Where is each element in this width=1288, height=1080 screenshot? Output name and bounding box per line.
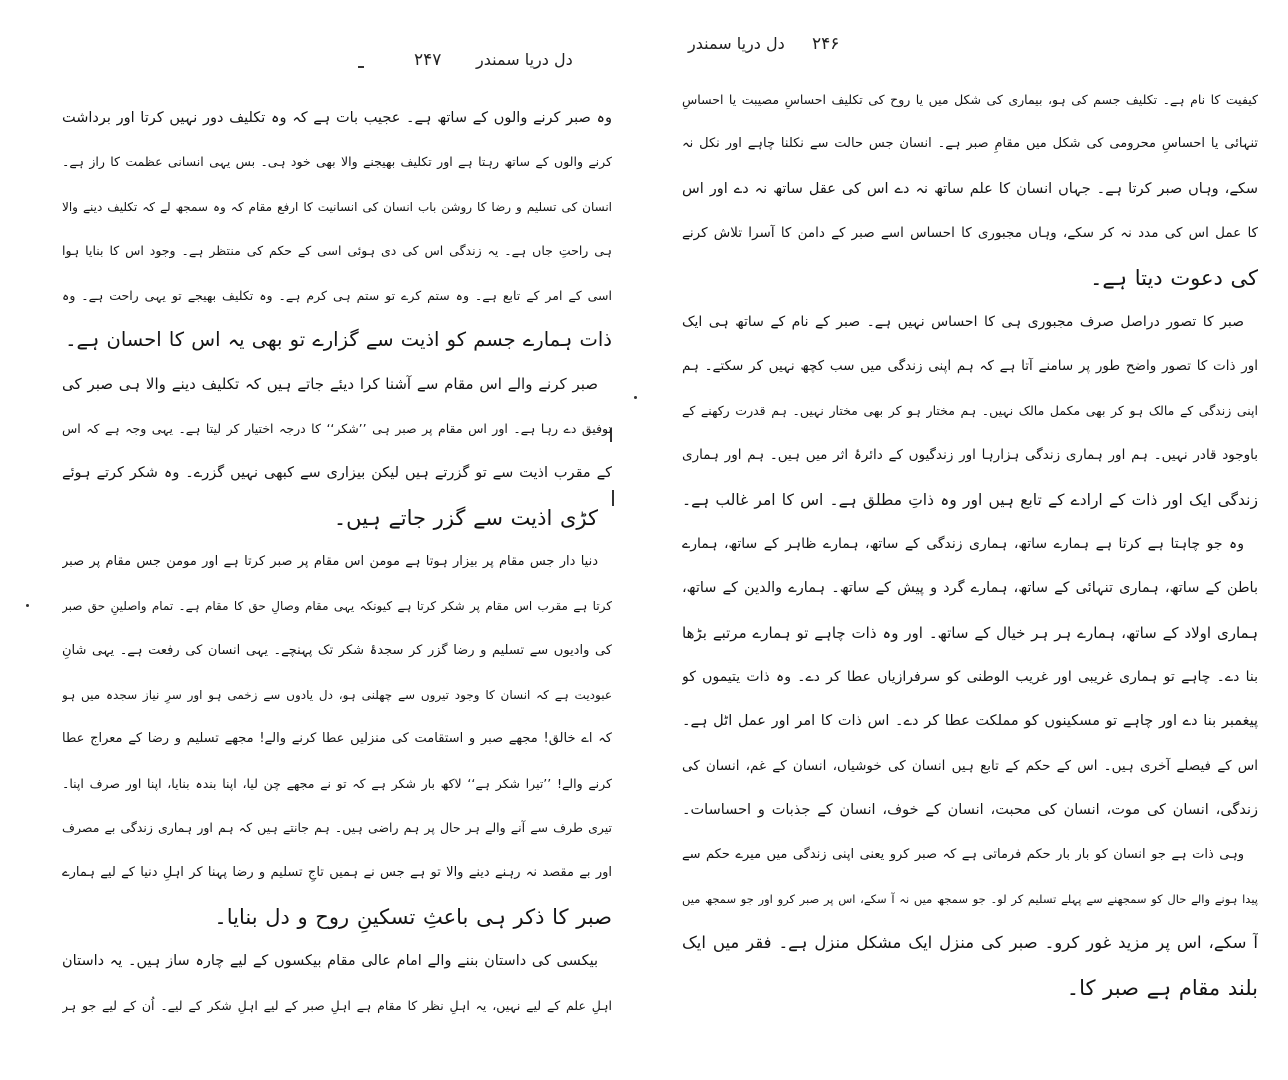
text-line: کرنے والے! ’’تیرا شکر ہے‘‘ لاکھ بار شکر ہے کہ تو نے مجھے چن لیا، اپنا بندہ بنایا، اپنا اور صرف اپنا۔ <box>62 775 612 791</box>
text-line: باطن کے ساتھ، ہماری تنہائی کے ساتھ، ہمارے گرد و پیش کے ساتھ۔ ہمارے والدین کے ساتھ، <box>682 580 1258 597</box>
scan-dot <box>26 604 29 607</box>
text-line: کہ اے خالق! مجھے صبر و استقامت کی منزلیں عطا کرنے والے! مجھے تسلیم و رضا کے معراج عطا <box>62 731 612 747</box>
text-line: انسان کی تسلیم و رضا کا روشن باب انسان کی انسانیت کا ارفع مقام کہ وہ سمجھ لے کہ تکلیف دینے والا <box>62 199 612 214</box>
text-line: کرنے والوں کے ساتھ رہتا ہے اور تکلیف بھیجنے والا بھی خود ہی۔ بس یہی انسانی عظمت کا راز ہے۔ <box>62 154 612 170</box>
text-line: وہی ذات ہے جو انسان کو بار بار حکم فرماتی ہے کہ صبر کرو یعنی اپنی زندگی میں میرے حکم سے <box>682 846 1244 862</box>
text-line: آ سکے، اس پر مزید غور کرو۔ صبر کی منزل ایک مشکل منزل ہے۔ فقر میں ایک <box>682 933 1258 953</box>
page-number: ۲۴۷ <box>414 50 442 70</box>
text-line: کی وادیوں سے تسلیم و رضا گزر کر سجدۂ شکر تک پہنچے۔ یہی انسان کی رفعت ہے۔ یہی شانِ <box>62 642 612 658</box>
text-line: تنہائی یا احساسِ محرومی کی شکل میں مقامِ صبر ہے۔ انسان جس حالت سے نکلنا چاہے اور نکل نہ <box>682 136 1258 152</box>
text-line: بلند مقام ہے صبر کا۔ <box>1066 975 1258 1000</box>
text-line: کی دعوت دیتا ہے۔ <box>1090 265 1258 290</box>
running-head: دل دریا سمندر <box>688 34 785 53</box>
text-line: زندگی، انسان کی موت، انسان کی محبت، انسان کے خوف، انسان کے جذبات و احساسات۔ <box>682 802 1258 819</box>
text-line: عبودیت ہے کہ انسان کا وجود تیروں سے چھلنی ہو، دل یادوں سے زخمی ہو اور سرِ نیاز سجدہ میں ہو <box>62 688 612 703</box>
text-line: وہ صبر کرنے والوں کے ساتھ ہے۔ عجیب بات ہے کہ وہ تکلیف دور نہیں کرتا اور برداشت <box>62 110 612 126</box>
margin-mark <box>358 66 364 68</box>
text-line: وہ جو چاہتا ہے کرتا ہے ہمارے ساتھ، ہماری زندگی کے ساتھ، ہمارے ظاہر کے ساتھ، ہمارے <box>682 535 1244 552</box>
text-line: کے مقرب اذیت سے تو گزرتے ہیں لیکن بیزاری سے کبھی نہیں گزرے۔ وہ شکر کرتے ہوئے <box>62 465 612 482</box>
text-line: زندگی ایک اور ذات کے ارادے کے تابع ہیں اور وہ ذاتِ مطلق ہے۔ اس کا امر غالب ہے۔ <box>682 490 1258 509</box>
text-line: ہی راحتِ جاں ہے۔ یہ زندگی اس کی دی ہوئی اسی کے حکم کی منتظر ہے۔ وجود اس کا بنایا ہوا <box>62 243 612 259</box>
text-line: پیدا ہونے والے حال کو سمجھنے سے پہلے تسلیم کر لو۔ جو سمجھ میں نہ آ سکے، اس پر صبر کرو اور جو سمجھ میں <box>682 892 1258 907</box>
page-body <box>682 78 1258 1010</box>
text-line: بیکسی کی داستان بننے والے امام عالی مقام بیکسوں کے لیے چارہ ساز ہیں۔ یہ داستان <box>62 953 598 970</box>
text-line: کڑی اذیت سے گزر جاتے ہیں۔ <box>333 505 598 530</box>
text-line: صبر کا تصور دراصل صرف مجبوری ہی کا احساس نہیں ہے۔ صبر کے نام کے ساتھ ہی ایک <box>682 313 1244 330</box>
text-line: پیغمبر بنا دے اور چاہے تو مسکینوں کو مملکت عطا کر دے۔ اس ذات کا امر اور عمل اٹل ہے۔ <box>682 713 1258 730</box>
text-line: اس کے فیصلے آخری ہیں۔ اس کے حکم کے تابع ہیں انسان کی خوشیاں، انسان کے غم، انسان کی <box>682 757 1258 774</box>
text-line: اہلِ علم کے لیے نہیں، یہ اہلِ نظر کا مقام ہے اہلِ صبر کے لیے اہلِ شکر کے لیے۔ اُن کے لیے جو ہر <box>62 997 612 1013</box>
text-line: اور بے مقصد نہ رہنے دینے والا تو ہے جس نے ہمیں تاجِ تسلیم و رضا پہنا کر اہلِ دنیا کے لیے ہمارے <box>62 864 612 880</box>
text-line: بنا دے۔ چاہے تو ہماری غریبی اور غریب الوطنی کو سرفرازیاں عطا کر دے۔ وہ ذات یتیموں کو <box>682 669 1258 686</box>
text-line: باوجود قادر نہیں۔ ہم اور ہماری زندگی ہزارہا اور زندگیوں کے دائرۂ اثر میں ہیں۔ ہم اور ہماری <box>682 447 1258 464</box>
text-line: ہماری اولاد کے ساتھ، ہمارے ہر ہر خیال کے ساتھ۔ اور وہ ذات چاہے تو ہمارے مرتبے بڑھا <box>682 623 1258 642</box>
page-body <box>62 96 612 1028</box>
text-line: اور ذات کا تصور واضح طور پر سامنے آتا ہے کہ ہم اپنی زندگی میں سب کچھ نہیں کر سکتے۔ ہم <box>682 358 1258 375</box>
text-line: کا عمل اس کی مدد نہ کر سکے، وہاں مجبوری کا احساس اسے صبر کے دامن کا آسرا تلاش کرنے <box>682 225 1258 242</box>
text-line: صبر کرنے والے اس مقام سے آشنا کرا دیئے جاتے ہیں کہ تکلیف دینے والا ہی صبر کی <box>62 375 598 394</box>
text-line: کیفیت کا نام ہے۔ تکلیف جسم کی ہو، بیماری کی شکل میں یا روح کی تکلیف احساسِ مصیبت یا احساسِ <box>682 92 1258 107</box>
text-line: صبر کا ذکر ہی باعثِ تسکینِ روح و دل بنایا۔ <box>214 905 612 930</box>
running-head: دل دریا سمندر <box>476 50 573 69</box>
text-line: دنیا دار جس مقام پر بیزار ہوتا ہے مومن اس مقام پر صبر کرتا ہے اور مومن جس مقام پر صبر <box>62 553 598 569</box>
text-line: اپنی زندگی کے مالک ہو کر بھی مکمل مالک نہیں۔ ہم مختار ہو کر بھی مختار نہیں۔ ہم قدرت رکھنے کے <box>682 402 1258 418</box>
text-line: توفیق دے رہا ہے۔ اور اس مقام پر صبر ہی ’’شکر‘‘ کا درجہ اختیار کر لیتا ہے۔ یہی وجہ ہے کہ اس <box>62 420 612 436</box>
text-line: سکے، وہاں صبر کرتا ہے۔ جہاں انسان کا علم ساتھ نہ دے اس کی عقل ساتھ نہ دے اور اس <box>682 180 1258 197</box>
text-line: کرتا ہے مقرب اس مقام پر شکر کرتا ہے کیونکہ یہی مقام وصالِ حق کا مقام ہے۔ تمام واصلینِ حق صبر <box>62 599 612 614</box>
scan-dot <box>634 396 637 399</box>
text-line: تیری طرف سے آنے والے ہر حال پر ہم راضی ہیں۔ ہم جانتے ہیں کہ ہم اور ہماری زندگی بے مصرف <box>62 820 612 836</box>
text-line: اسی کے امر کے تابع ہے۔ وہ ستم کرے تو ستم ہی کرم ہے۔ وہ تکلیف بھیجے تو یہی راحت ہے۔ وہ <box>62 287 612 303</box>
text-line: ذات ہمارے جسم کو اذیت سے گزارے تو بھی یہ اس کا احسان ہے۔ <box>65 327 612 351</box>
page-number: ۲۴۶ <box>812 34 840 54</box>
margin-mark <box>612 490 614 506</box>
right-page <box>644 0 1288 1080</box>
